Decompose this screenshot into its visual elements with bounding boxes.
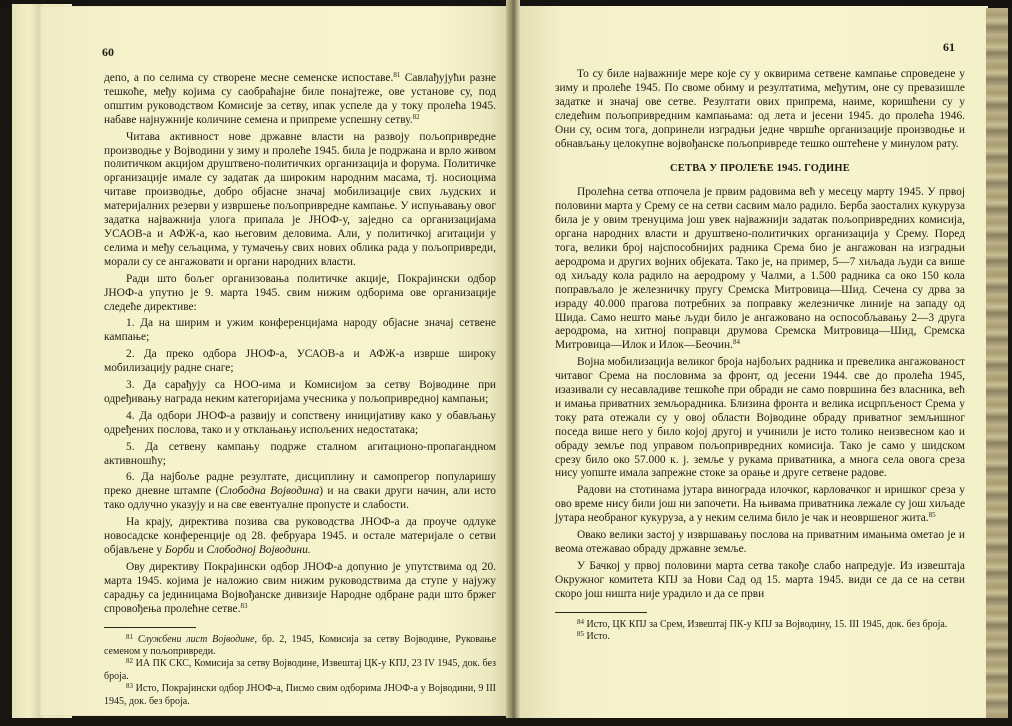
paragraph: Овако велики застој у извршавању послова на приватним имањима ометао је и веома отежавао обраду државне земље. [555, 529, 965, 555]
paragraph: Ову директиву Покрајински одбор ЈНОФ-а допунио је упутствима од 20. марта 1945. којима је наложио свим нижим руководствима да ступе у најужу сарадњу са јединицама Војвођанске дивизије Народне одбране ради што бржег спровођења пролећне сетве.$^{83}$ [104, 560, 496, 615]
directive-item: 2. Да преко одбора ЈНОФ-а, УСАОВ-а и АФЖ-а изврше широку мобилизацију радне снаге; [104, 348, 496, 375]
paragraph: Радови на стотинама јутара винограда илочког, карловачког и иришког среза у ово време нису били још ни започети. На њивама приватника лежале су још хиљаде јутара необраног кукуруза, а у неким селима било је чак и неовршеног жита.$^{85}$ [555, 484, 965, 525]
directive-item: 1. Да на ширим и ужим конференцијама народу објасне значај сетвене кампање; [104, 317, 496, 344]
footnote-rule [555, 612, 647, 613]
paragraph: На крају, директива позива сва руководства ЈНОФ-а да проуче одлуке новосадске конференције од 28. фебруара 1945. и остале материјале о сетви објављене у Борби и Слободној Војводини. [104, 516, 496, 556]
directive-item: 6. Да најбоље радне резултате, дисциплину и самопрегор популаришу преко дневне штампе (Слободна Војводина) и на сваки други начин, али исто тако одлучно указују и на све евентуалне пропусте и слабости. [104, 471, 496, 512]
footnote: $^{82}$ ИА ПК СКС, Комисија за сетву Војводине, Извештај ЦК-у КПЈ, 23 IV 1945, док. без броја. [104, 657, 496, 682]
book-gutter [506, 0, 520, 726]
footnote: $^{85}$ Исто. [577, 630, 610, 643]
right-page-edges [986, 8, 1008, 718]
footnote: $^{83}$ Исто, Покрајински одбор ЈНОФ-а, Писмо свим одборима ЈНОФ-а у Војводини, 9 III 1945, док. без броја. [104, 682, 497, 707]
footnote-rule [104, 627, 196, 628]
paragraph: Читава активност нове државне власти на развоју пољопривредне производње у Војводини у зиму и пролеће 1945. била је подржана и врло живом политичком акцијом друштвено-политичких организација и форума. Политичке организације имале су задатак да широким народним масама, тј. носиоцима читаве производње, добро објасне значај мобилизације свих људских и материјалних резерви у извршење пољопривредне кампање. У испуњавању овог задатка најважнија улога припала је ЈНОФ-у, заједно са организацијама УСАОВ-а и АФЖ-а, као његовим деловима. Али, у политичкој агитацији у селима и међу сељацима, у тумачењу свих нових облика рада у пољопривреди, морали су се ангажовати и органи народних власти. [104, 130, 496, 268]
paragraph: У Бачкој у првој половини марта сетва такође слабо напредује. Из извештаја Окружног комитета КПЈ за Нови Сад од 15. марта 1945. види се да се на сетви скоро још ништа није урадило и да се први [555, 559, 965, 600]
directive-item: 5. Да сетвену кампању подрже сталном агитационо-пропагандном активношћу; [104, 440, 496, 467]
footnote-ref[interactable]: 81 [393, 71, 401, 79]
left-page-number: 60 [102, 45, 114, 59]
left-page-body [104, 72, 496, 708]
footnote-ref[interactable]: 82 [412, 112, 420, 121]
paragraph: депо, а по селима су створене месне семенске испоставе.$^{81}$ Савлађујући разне тешкоће, међу којима су саобраћајне биле понајтеже, ове установе су, под општим руководством Комисије за сетву, ипак успеле да у току пролећа 1945. набаве најнужније количине семена и припреме успешну сетву.$^{82}$ [104, 71, 496, 126]
right-page-body [555, 68, 965, 643]
footnote: $^{81}$ Службени лист Војводине, бр. 2, 1945, Комисија за сетву Војводине, Руковање семеном у пољопривреди. [104, 632, 497, 657]
paragraph: Војна мобилизација великог броја најбољих радника и превелика ангажованост читавог Срема на пословима за фронт, од јесени 1944. све до пролећа 1945, изазивали су несавладиве тешкоће при обради не само површина без власника, већ и имања приватних земљорадника. Близина фронта и велика исцрпљеност Срема у току рата отежали су у овој области Војводине обраду приватног земљишног поседа више него у било којој другој и учинили је исто толико неизвесном као и обраду земље под управом пољопривредних комисија. Тако је само у шидском срезу било око 57.000 к. ј. земље у рукама приватника, а многа села овога среза нису уопште имала запрежне стоке за орање и друге сетвене радове. [555, 356, 965, 480]
footnote: $^{84}$ Исто, ЦК КПЈ за Срем, Извештај ПК-у КПЈ за Војводину, 15. III 1945, док. без броја. [577, 617, 948, 630]
directive-item: 4. Да одбори ЈНОФ-а развију и сопствену иницијативу како у обављању одређених послова, тако и у отклањању испољених недостатака; [104, 409, 496, 436]
directive-item: 3. Да сарађују са НОО-има и Комисијом за сетву Војводине при одређивању награда неким категоријама учесника у пољопривредној кампањи; [104, 379, 496, 405]
footnote-ref[interactable]: 83 [240, 601, 248, 610]
paragraph: То су биле најважније мере које су у оквирима сетвене кампање спроведене у зиму и пролеће 1945. По своме обиму и резултатима, међутим, оне су превазишле задатке и значај ове сетве. Резултати ових припрема, наиме, коришћени су у следећим пољопривредним кампањама: од лета и јесени 1945. до пролећа 1946. Они су, осим тога, допринели изградњи једне чвршће организације производње и обнављању целокупне војвођанске пољопривреде тешко оштећене у минулом рату. [555, 68, 965, 150]
bottom-shadow [0, 718, 1012, 726]
footnote-ref[interactable]: 85 [928, 511, 936, 520]
right-page-number: 61 [943, 40, 955, 54]
section-heading: СЕТВА У ПРОЛЕЋЕ 1945. ГОДИНЕ [670, 163, 850, 175]
paragraph: Пролећна сетва отпочела је првим радовима већ у месецу марту 1945. У првој половини марта у Срему се на сетви сасвим мало радило. Берба заосталих кукуруза била је у овим тренуцима још увек најважнији задатак пољопривредних комисија, органа народних власти и друштвено-политичких организација у Срему. Поред тога, велики број најспособнијих радника Срема био је ангажован на изградњи аеродрома и других војних објеката. Тако је, на пример, 5—7 хиљада људи са више од хиљаду кола радило на аеродрому у Чалми, а 1.500 радника са око 150 кола поправљало је железничку пругу Сремска Митровица—Шид. Сечена су дрва за израду 40.000 прагова потребних за поправку железничке линије на западу од Шида. Само нешто мање људи било је ангажовано на оспособљавању 2—3 друга аеродрома, на хитној поправци друмова Сремска Митровица—Шид, Сремска Митровица—Илок и Илок—Беочин.$^{84}$ [555, 186, 965, 352]
footnote-ref[interactable]: 84 [732, 338, 740, 347]
paragraph: Ради што бољег организовања политичке акције, Покрајински одбор ЈНОФ-а упутио је 9. марта 1945. свим нижим одборима ове организације следеће директиве: [104, 272, 496, 313]
